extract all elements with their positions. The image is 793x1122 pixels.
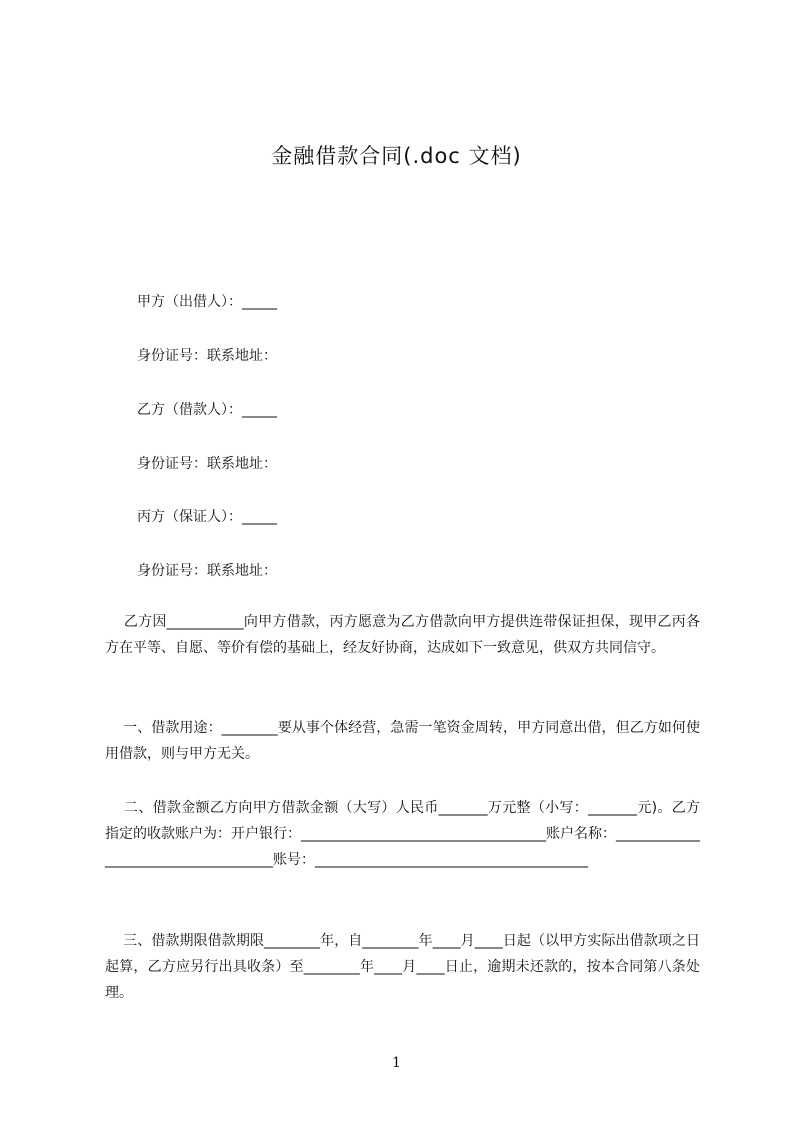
- party-b-line: 乙方（借款人）：_____: [137, 402, 277, 418]
- party-a-info-line: 身份证号：联系地址：: [137, 348, 277, 364]
- party-c-info-line: 身份证号：联系地址：: [137, 563, 277, 579]
- clause-1-paragraph: 一、借款用途：________要从事个体经营，急需一笔资金周转，甲方同意出借，但乙方如何使用借款，则与甲方无关。: [105, 720, 700, 762]
- party-c-line: 丙方（保证人）：_____: [137, 509, 277, 525]
- party-a-line: 甲方（出借人）：_____: [137, 294, 277, 310]
- intro-paragraph: 乙方因___________向甲方借款，丙方愿意为乙方借款向甲方提供连带保证担保，现甲乙丙各方在平等、自愿、等价有偿的基础上，经友好协商，达成如下一致意见，供双方共同信守。: [105, 614, 700, 656]
- clause-2-paragraph: 二、借款金额乙方向甲方借款金额（大写）人民币_______万元整（小写：_______元)。乙方指定的收款账户为：开户银行：___________________________________账户名称：____________________________________账号：_______________________________________: [105, 800, 700, 868]
- document-title: 金融借款合同(.doc 文档): [271, 144, 522, 168]
- clause-3-paragraph: 三、借款期限借款期限________年，自________年____月____日起（以甲方实际出借款项之日起算，乙方应另行出具收条）至________年____月____日止，逾期未还款的，按本合同第八条处理。: [105, 933, 700, 1001]
- party-b-info-line: 身份证号：联系地址：: [137, 456, 277, 472]
- page-number: 1: [392, 1055, 401, 1071]
